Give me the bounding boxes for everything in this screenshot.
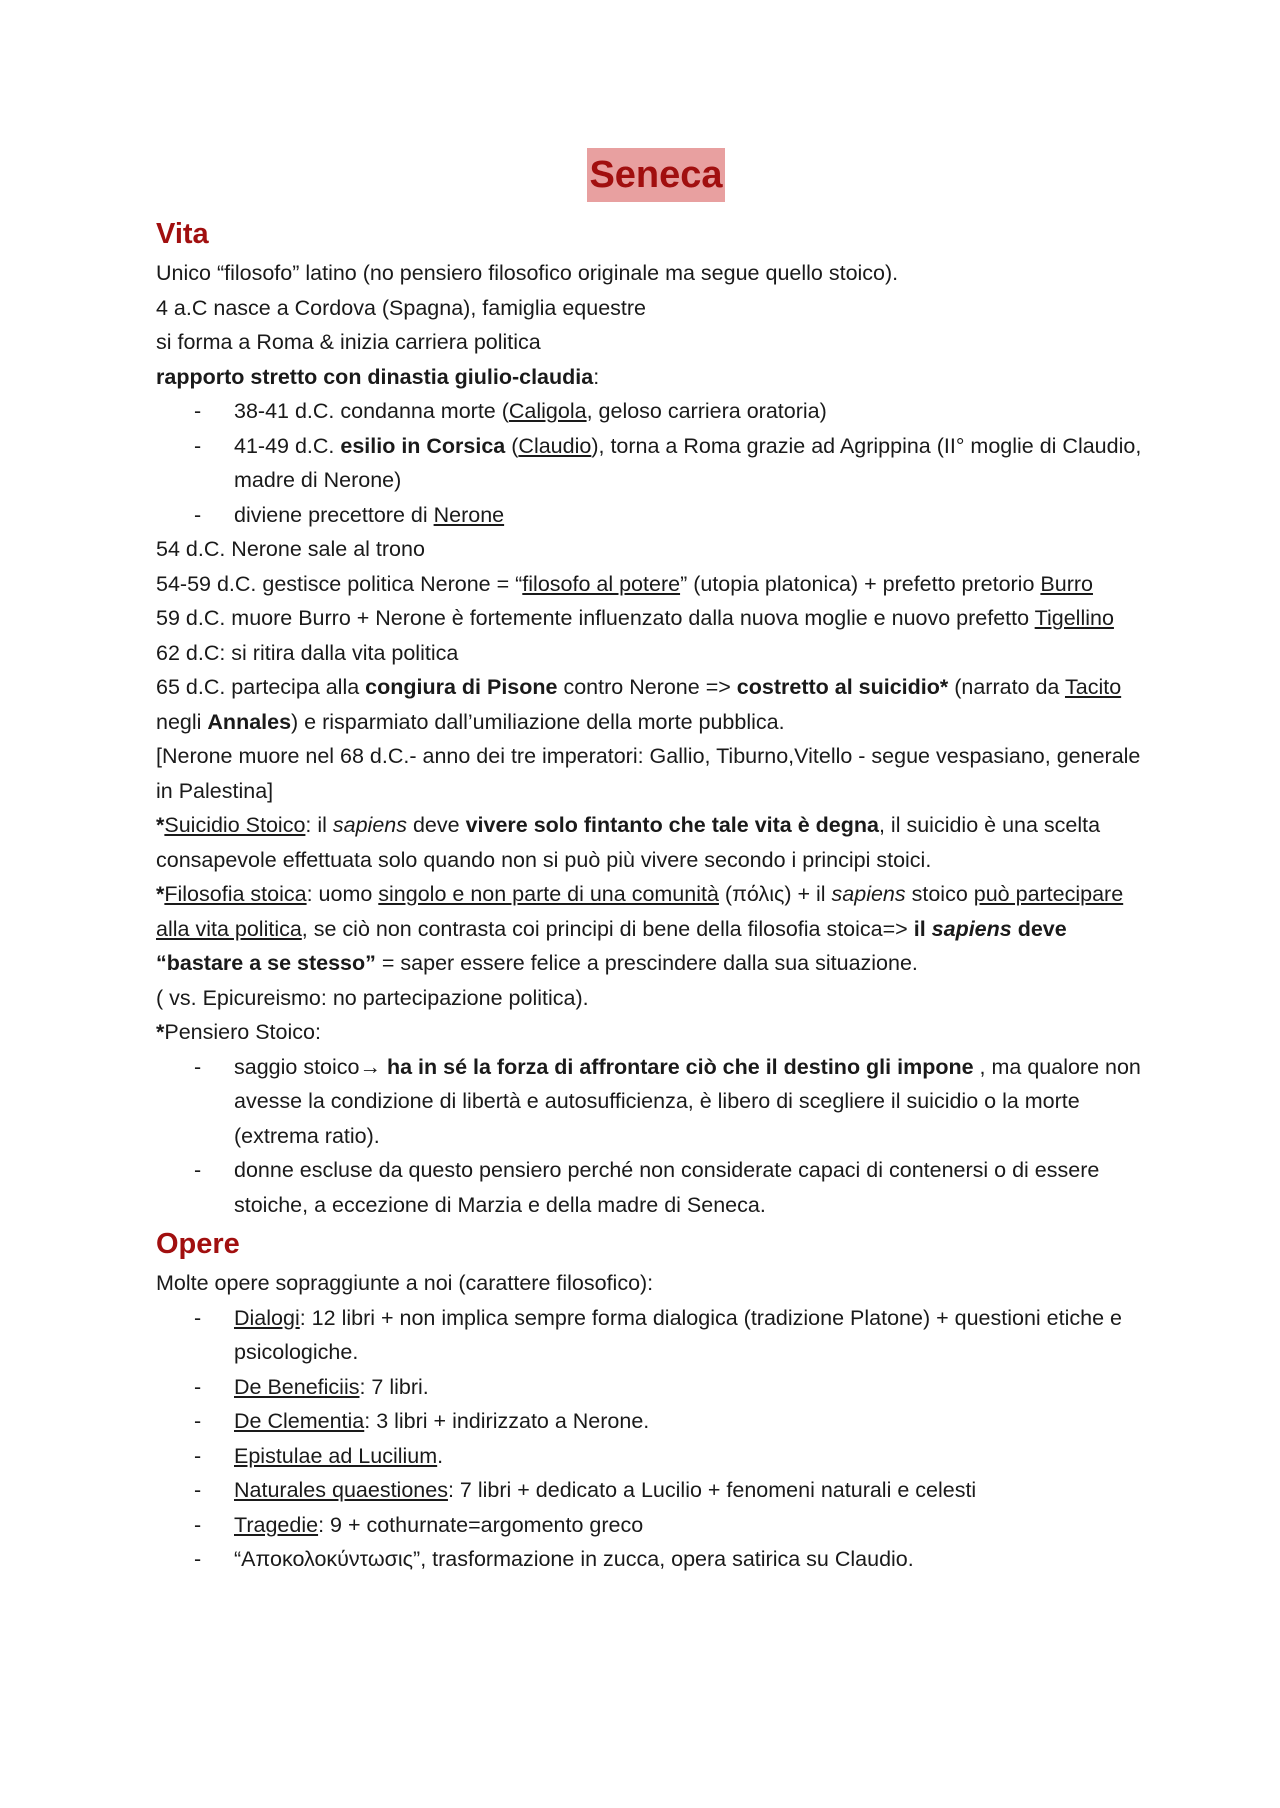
vita-54: 54 d.C. Nerone sale al trono: [156, 537, 425, 561]
vita-line-1: Unico “filosofo” latino (no pensiero filosofico originale ma segue quello stoico).: [156, 261, 899, 285]
list-item: - Naturales quaestiones: 7 libri + dedicato a Lucilio + fenomeni naturali e celesti: [234, 1473, 1156, 1508]
vita-65: 65 d.C. partecipa alla congiura di Pisone contro Nerone => costretto al suicidio* (narrato da Tacito negli Annales) e risparmiato dall’umiliazione della morte pubblica.: [156, 675, 1122, 734]
list-item: - “Αποκολοκύντωσις”, trasformazione in zucca, opera satirica su Claudio.: [234, 1542, 1156, 1577]
list-item: - De Beneficiis: 7 libri.: [234, 1370, 1156, 1405]
section-heading-vita: Vita: [156, 218, 209, 250]
note-pensiero-stoico: *Pensiero Stoico:: [156, 1020, 321, 1044]
list-item: - saggio stoico→ ha in sé la forza di affrontare ciò che il destino gli impone , ma qualore non avesse la condizione di libertà e autosufficienza, è libero di scegliere il suicidio o la morte (extrema ratio).: [234, 1050, 1156, 1154]
section-heading-opere: Opere: [156, 1228, 240, 1260]
list-item: - Epistulae ad Lucilium.: [234, 1439, 1156, 1474]
note-filosofia-stoica: *Filosofia stoica: uomo singolo e non parte di una comunità (πόλις) + il sapiens stoico può partecipare alla vita politica, se ciò non contrasta coi principi di bene della filosofia stoica=> il sapiens deve “bastare a se stesso” = saper essere felice a prescindere dalla sua situazione.: [156, 882, 1124, 975]
list-item: - diviene precettore di Nerone: [234, 498, 1156, 533]
title-block: [156, 148, 1156, 210]
document-page: [156, 148, 1156, 1577]
list-item: - De Clementia: 3 libri + indirizzato a Nerone.: [234, 1404, 1156, 1439]
note-suicidio-stoico: *Suicidio Stoico: il sapiens deve vivere solo fintanto che tale vita è degna, il suicidio è una scelta consapevole effettuata solo quando non si può più vivere secondo i principi stoici.: [156, 813, 1101, 872]
vita-59: 59 d.C. muore Burro + Nerone è fortemente influenzato dalla nuova moglie e nuovo prefetto Tigellino: [156, 606, 1114, 630]
vita-line-2: 4 a.C nasce a Cordova (Spagna), famiglia equestre: [156, 295, 646, 320]
list-item: - Dialogi: 12 libri + non implica sempre forma dialogica (tradizione Platone) + questioni etiche e psicologiche.: [234, 1301, 1156, 1370]
opere-list: [156, 1301, 1156, 1577]
opere-intro: Molte opere sopraggiunte a noi (carattere filosofico):: [156, 1271, 654, 1295]
list-item: - 41-49 d.C. esilio in Corsica (Claudio), torna a Roma grazie ad Agrippina (II° moglie di Claudio, madre di Nerone): [234, 429, 1156, 498]
page-title: Seneca: [587, 148, 724, 202]
list-item: - 38-41 d.C. condanna morte (Caligola, geloso carriera oratoria): [234, 394, 1156, 429]
list-item: - Tragedie: 9 + cothurnate=argomento greco: [234, 1508, 1156, 1543]
vita-line-3: si forma a Roma & inizia carriera politica: [156, 330, 541, 354]
note-epicureismo: ( vs. Epicureismo: no partecipazione politica).: [156, 985, 589, 1010]
pensiero-list: [156, 1050, 1156, 1223]
link-caligola: Caligola: [508, 399, 587, 423]
vita-nerone-note: [Nerone muore nel 68 d.C.- anno dei tre imperatori: Gallio, Tiburno,Vitello - segue vespasiano, generale in Palestina]: [156, 744, 1141, 803]
vita-rapporto: rapporto stretto con dinastia giulio-claudia:: [156, 364, 600, 389]
vita-list: [156, 394, 1156, 532]
vita-62: 62 d.C: si ritira dalla vita politica: [156, 640, 459, 665]
vita-54-59: 54-59 d.C. gestisce politica Nerone = “filosofo al potere” (utopia platonica) + prefetto pretorio Burro: [156, 571, 1093, 596]
list-item: - donne escluse da questo pensiero perché non considerate capaci di contenersi o di essere stoiche, a eccezione di Marzia e della madre di Seneca.: [234, 1153, 1156, 1222]
